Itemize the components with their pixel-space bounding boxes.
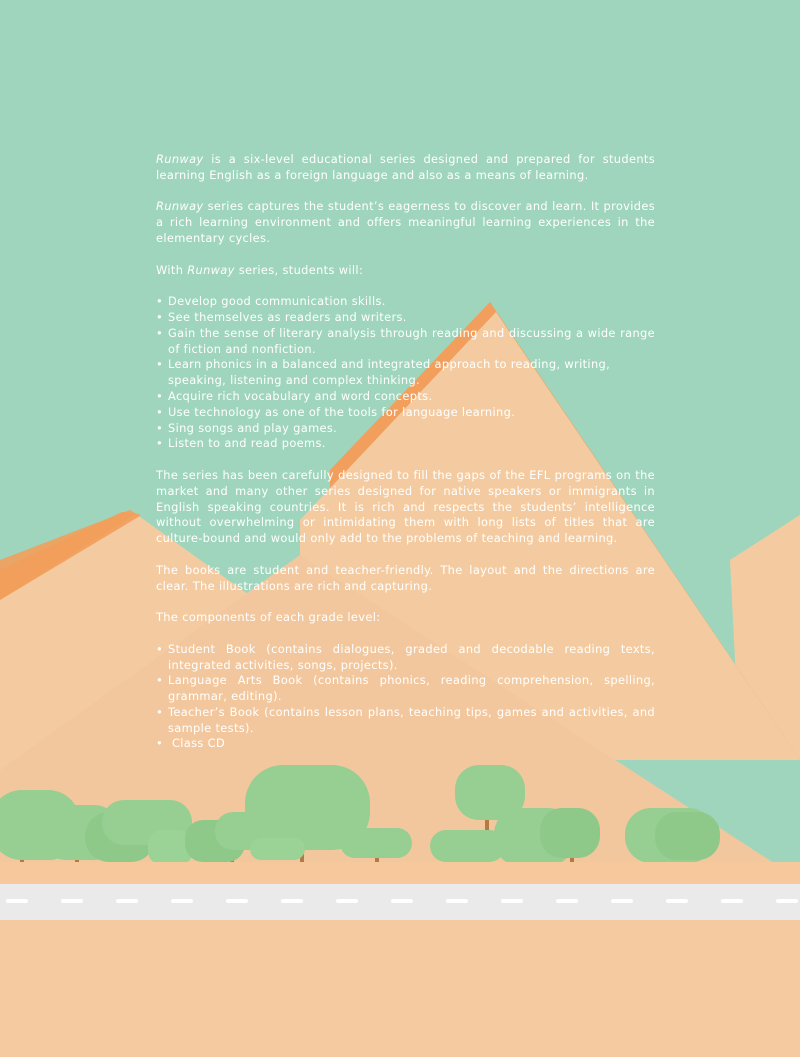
series-name: Runway [187, 262, 235, 277]
list-item: • Student Book (contains dialogues, graded and decodable reading texts, integrated activities, songs, projects). [156, 642, 655, 674]
list-item: • Gain the sense of literary analysis through reading and discussing a wide range of fiction and nonfiction. [156, 326, 655, 358]
ground-strip [0, 862, 800, 884]
list-item: • Use technology as one of the tools for language learning. [156, 405, 655, 421]
ground [0, 920, 800, 1057]
road-markings [6, 899, 798, 903]
outcomes-list [156, 294, 655, 452]
design-paragraph: The series has been carefully designed to fill the gaps of the EFL programs on the market and many other series designed for native speakers or immigrants in English speaking countries. It is rich and respects the students’ intelligence without overwhelming or intimidating them with long lists of titles that are culture-bound and would only add to the problems of teaching and learning. [156, 467, 655, 546]
list-item: • Language Arts Book (contains phonics, reading comprehension, spelling, grammar, editing). [156, 673, 655, 705]
list-item: • Sing songs and play games. [156, 421, 655, 437]
series-name: Runway [156, 199, 204, 214]
list-item: • Develop good communication skills. [156, 294, 655, 310]
components-heading: The components of each grade level: [156, 610, 381, 625]
intro-paragraph-2 [156, 199, 655, 246]
list-item: • Listen to and read poems. [156, 436, 655, 452]
intro-paragraph-1-text: is a six-level educational series designed and prepared for students learning English as a foreign language and also as a means of learning. [156, 152, 655, 182]
list-item: • Teacher’s Book (contains lesson plans, teaching tips, games and activities, and sample tests). [156, 705, 655, 737]
series-description [156, 152, 655, 768]
intro-paragraph-1 [156, 152, 655, 184]
books-paragraph: The books are student and teacher-friendly. The layout and the directions are clear. The illustrations are rich and capturing. [156, 562, 655, 593]
series-name: Runway [156, 152, 204, 166]
list-item: • Acquire rich vocabulary and word concepts. [156, 389, 655, 405]
list-item: • Class CD [156, 736, 655, 752]
list-item: • See themselves as readers and writers. [156, 310, 655, 326]
components-list [156, 642, 655, 753]
list-item: • Learn phonics in a balanced and integrated approach to reading, writing, speaking, listening and complex thinking. [156, 357, 655, 389]
outcomes-heading: With Runway series, students will: [156, 262, 364, 277]
intro-paragraph-2-text: series captures the student’s eagerness to discover and learn. It provides a rich learning environment and offers meaningful learning experiences in the elementary cycles. [156, 199, 655, 245]
